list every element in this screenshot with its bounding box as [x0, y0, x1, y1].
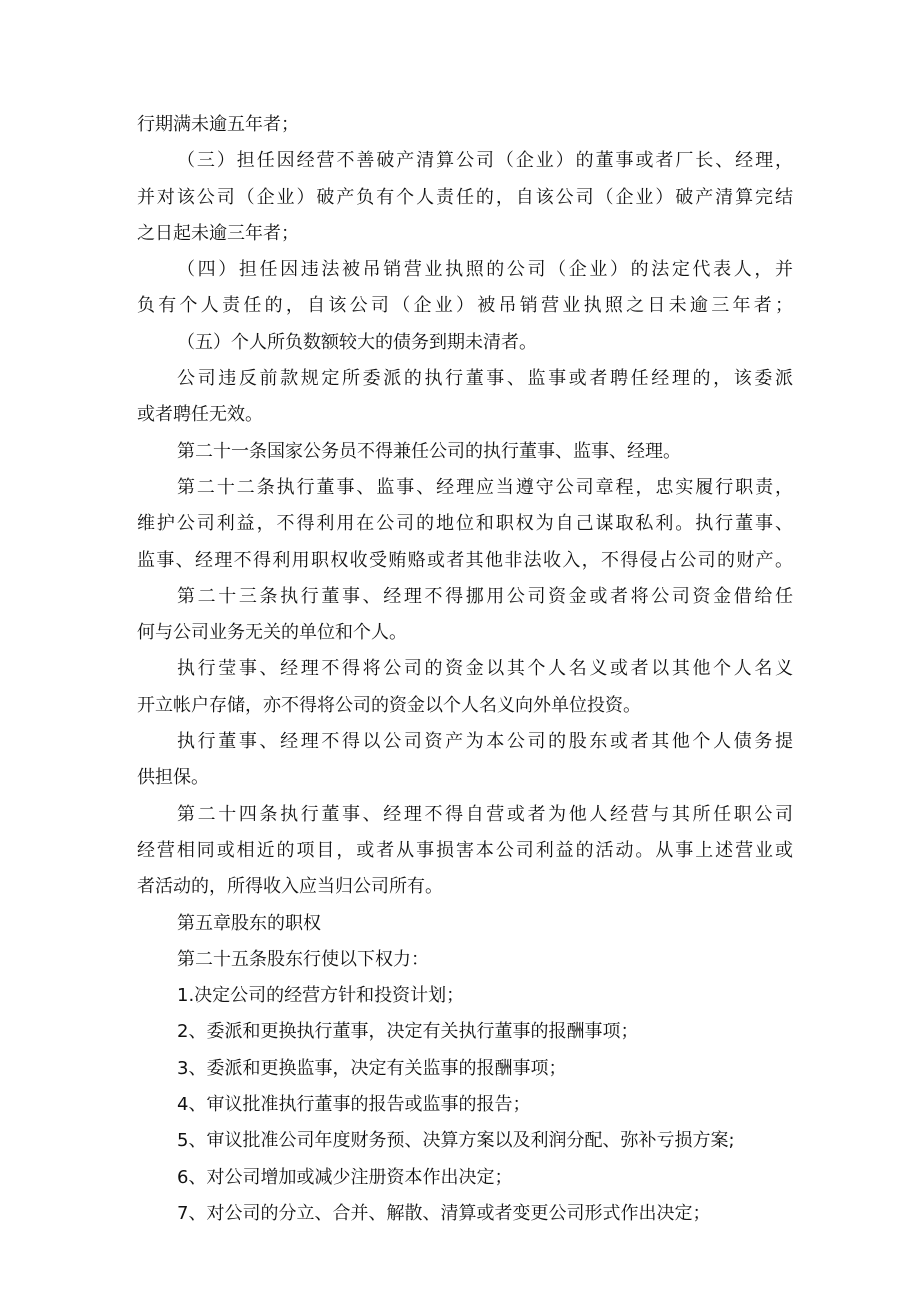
paragraph-line: 并对该公司（企业）破产负有个人责任的，自该公司（企业）破产清算完结 — [137, 186, 793, 208]
paragraph-line: 监事、经理不得利用职权收受贿赂或者其他非法收入，不得侵占公司的财产。 — [137, 549, 793, 571]
list-item: 2、委派和更换执行董事，决定有关执行董事的报酬事项； — [177, 1021, 639, 1043]
paragraph-line: 公司违反前款规定所委派的执行董事、监事或者聘任经理的，该委派 — [177, 368, 793, 390]
paragraph-line: 执行董事、经理不得以公司资产为本公司的股东或者其他个人债务提 — [177, 731, 793, 753]
list-item: 7、对公司的分立、合并、解散、清算或者变更公司形式作出决定； — [177, 1202, 711, 1224]
paragraph-line: （三）担任因经营不善破产清算公司（企业）的董事或者厂长、经理， — [177, 150, 793, 172]
paragraph-line: 第二十四条执行董事、经理不得自营或者为他人经营与其所任职公司 — [177, 803, 793, 825]
paragraph-line: 何与公司业务无关的单位和个人。 — [137, 622, 407, 644]
chapter-heading: 第五章股东的职权 — [177, 912, 321, 934]
paragraph-line: 第二十五条股东行使以下权力： — [177, 948, 429, 970]
list-item: 5、审议批准公司年度财务预、决算方案以及利润分配、弥补亏损方案; — [177, 1130, 735, 1152]
list-item: 6、对公司增加或减少注册资本作出决定； — [177, 1166, 513, 1188]
list-item: 1.决定公司的经营方针和投资计划； — [177, 985, 465, 1007]
paragraph-line: 行期满未逾五年者； — [137, 114, 299, 135]
paragraph-line: 第二十三条执行董事、经理不得挪用公司资金或者将公司资金借给任 — [177, 585, 793, 607]
paragraph-line: （五）个人所负数额较大的债务到期未清者。 — [177, 331, 537, 353]
paragraph-line: 维护公司利益，不得利用在公司的地位和职权为自己谋取私利。执行董事、 — [137, 513, 793, 535]
paragraph-line: 第二十一条国家公务员不得兼任公司的执行董事、监事、经理。 — [177, 440, 681, 462]
paragraph-line: 之日起未逾三年者； — [137, 222, 299, 244]
paragraph-line: 开立帐户存储，亦不得将公司的资金以个人名义向外单位投资。 — [137, 694, 641, 716]
document-body — [137, 107, 793, 1232]
paragraph-line: 或者聘任无效。 — [137, 404, 263, 426]
paragraph-line: 者活动的，所得收入应当归公司所有。 — [137, 876, 443, 898]
list-item: 3、委派和更换监事，决定有关监事的报酬事项； — [177, 1057, 567, 1079]
paragraph-line: （四）担任因违法被吊销营业执照的公司（企业）的法定代表人，并 — [177, 259, 793, 281]
paragraph-line: 经营相同或相近的项目，或者从事损害本公司利益的活动。从事上述营业或 — [137, 839, 793, 861]
paragraph-line: 供担保。 — [137, 767, 209, 789]
list-item: 4、审议批准执行董事的报告或监事的报告； — [177, 1094, 531, 1116]
paragraph-line: 第二十二条执行董事、监事、经理应当遵守公司章程，忠实履行职责， — [177, 476, 793, 498]
paragraph-line: 执行莹事、经理不得将公司的资金以其个人名义或者以其他个人名义 — [177, 658, 793, 680]
paragraph-line: 负有个人责任的，自该公司（企业）被吊销营业执照之日未逾三年者； — [137, 295, 793, 317]
